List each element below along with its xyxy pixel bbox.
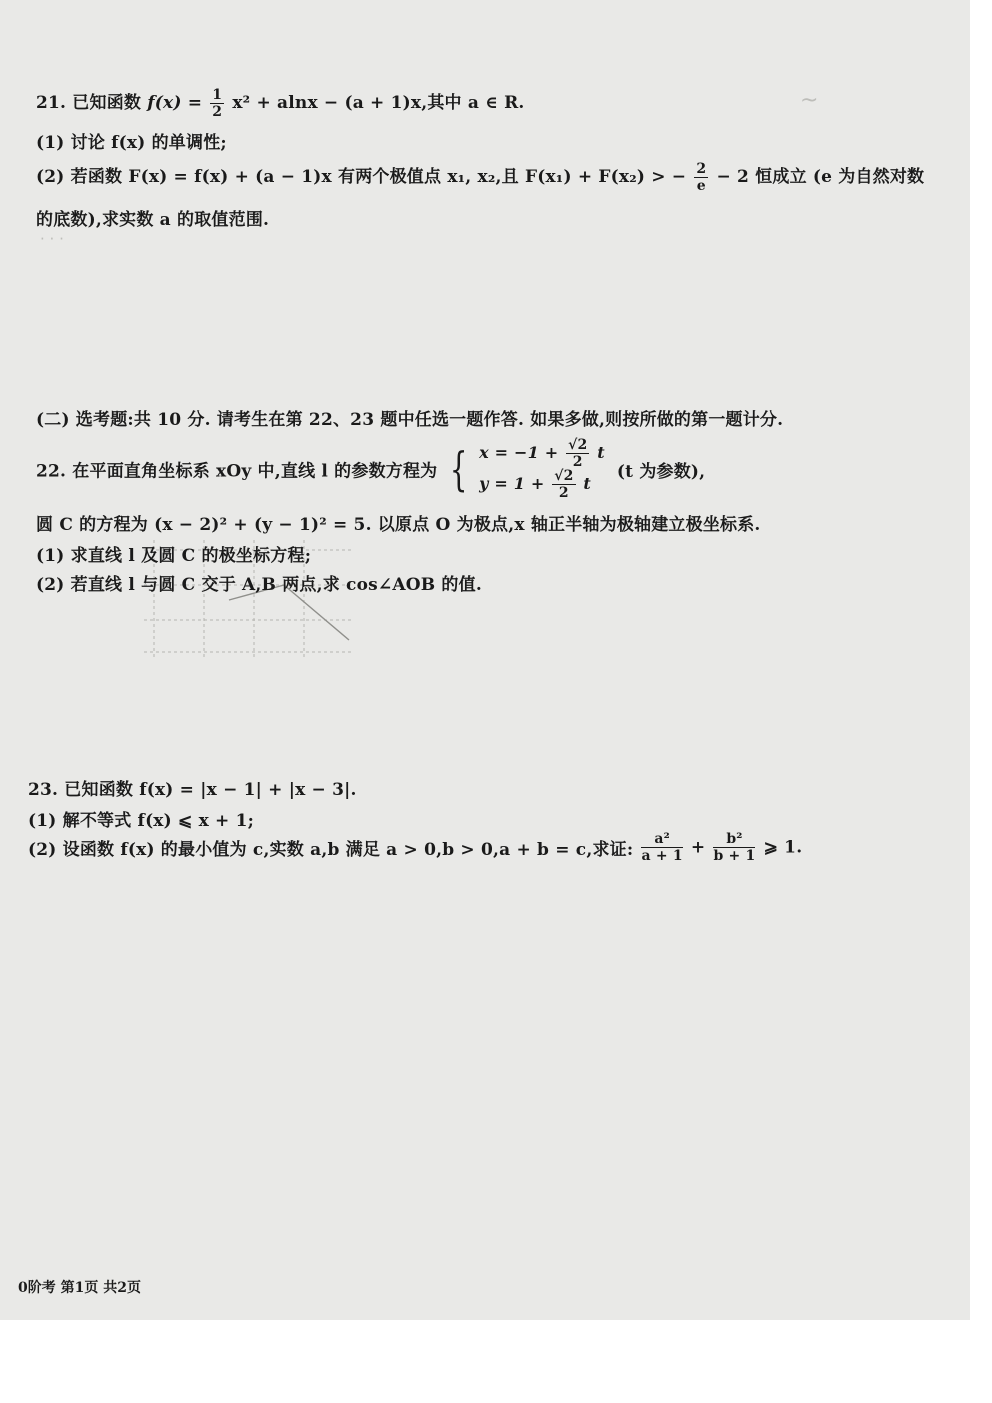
q21-part2: (2) 若函数 F(x) = f(x) + (a − 1)x 有两个极值点 x₁, x₂,且 F(x₁) + F(x₂) > − $\frac{2}{e}$ − 2 恒成立 (e 为自然对数: [36, 161, 925, 194]
section-elective-heading: (二) 选考题:共 10 分. 请考生在第 22、23 题中任选一题作答. 如果多做,则按所做的第一题计分.: [36, 410, 784, 430]
bleed-through-text: · · ·: [40, 230, 64, 248]
q23-part1: (1) 解不等式 f(x) ⩽ x + 1;: [28, 811, 255, 831]
q22-circle: 圆 C 的方程为 (x − 2)² + (y − 1)² = 5. 以原点 O 为极点,x 轴正半轴为极轴建立极坐标系.: [36, 515, 761, 535]
brace-symbol: {: [449, 442, 468, 496]
q23-stem: 23. 已知函数 f(x) = |x − 1| + |x − 3|.: [28, 780, 357, 800]
bleed-through-text: ~: [800, 88, 819, 113]
q23-a-fraction: $\frac{\text{a²}}{a + 1}$: [641, 831, 683, 864]
q21-stem: 21. 已知函数 f(x) = $\frac{1}{2}$ x² + alnx − (a + 1)x,其中 a ∈ R.: [36, 87, 525, 120]
q21-part2-cont: 的底数),求实数 a 的取值范围.: [36, 210, 270, 230]
q22-part2: (2) 若直线 l 与圆 C 交于 A,B 两点,求 cos∠AOB 的值.: [36, 575, 482, 595]
q21-part1: (1) 讨论 f(x) 的单调性;: [36, 133, 227, 153]
page-footer: 0阶考 第1页 共2页: [18, 1280, 141, 1296]
q21-fx: f(x) =: [147, 93, 203, 113]
q21-2-over-e-fraction: $\frac{2}{e}$: [696, 161, 707, 194]
q22-stem: 22. 在平面直角坐标系 xOy 中,直线 l 的参数方程为 { x = −1 + $\frac{√2}{2}$ t y = 1 + $\frac{√2}{2}$ t (t 为参数),: [36, 437, 706, 501]
q22-parametric-system: x = −1 + $\frac{√2}{2}$ t y = 1 + $\frac{√2}{2}$ t: [479, 437, 605, 501]
q22-part1: (1) 求直线 l 及圆 C 的极坐标方程;: [36, 546, 312, 566]
q23-b-fraction: $\frac{\text{b²}}{b + 1}$: [713, 831, 756, 864]
q23-part2: (2) 设函数 f(x) 的最小值为 c,实数 a,b 满足 a > 0,b > 0,a + b = c,求证: $\frac{\text{a²}}{a + 1}$ + $\frac{\text{b²}}{b + 1}$ ⩾ 1.: [28, 831, 803, 864]
q21-half-fraction: $\frac{1}{2}$: [212, 87, 223, 120]
